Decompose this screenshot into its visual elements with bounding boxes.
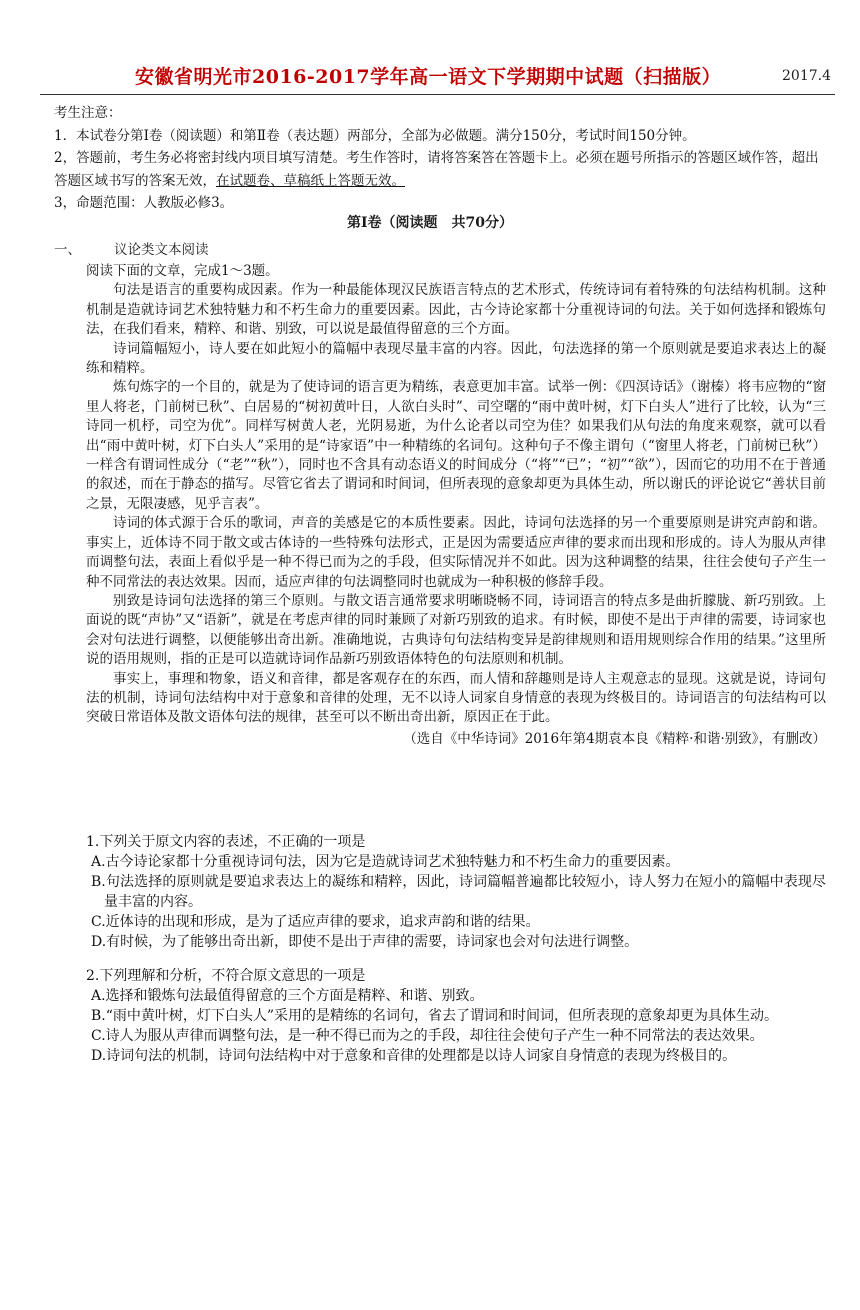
question-stem: 2.下列理解和分析，不符合原文意思的一项是 xyxy=(86,968,366,984)
notice-item-text: 2，答题前，考生务必将密封线内项目填写清楚。考生作答时，请将答案答在答题卡上。必须在题号所指示的答题区域作答，超出答题区域书写的答案无效， xyxy=(54,150,819,189)
article-paragraph: 炼句炼字的一个目的，就是为了使诗词的语言更为精练，表意更加丰富。试举一例：《四溟诗话》（谢榛）将韦应物的“窗里人将老，门前树已秋”、白居易的“树初黄叶日，人欲白头时”、司空曙的“雨中黄叶树，灯下白头人”进行了比较，认为“三诗同一机杼，司空为优”。同样写树黄人老，光阴易逝，为什么论者以司空为佳？如果我们从句法的角度来观察，就可以看出“雨中黄叶树，灯下白头人”采用的是“诗家语”中一种精练的名词句。这种句子不像主谓句（“窗里人将老，门前树已秋”）一样含有谓词性成分（“老”“秋”），同时也不含具有动态语义的时间成分（“将”“已”；“初”“欲”），因而它的功用不在于普通的叙述，而在于静态的描写。尽管它省去了谓词和时间词，但所表现的意象却更为具体生动，所以谢氏的评论说它“善状目前之景，无限凄感，见乎言表”。 xyxy=(86,379,826,512)
exam-notice xyxy=(54,102,824,215)
article-source: （选自《中华诗词》2016年第4期袁本良《精粹·和谐·别致》，有删改） xyxy=(403,730,826,747)
article-paragraph: 诗词的体式源于合乐的歌词，声音的美感是它的本质性要素。因此，诗词句法选择的另一个重要原则是讲究声韵和谐。事实上，近体诗不同于散文或古体诗的一些特殊句法形式，正是因为需要适应声律的要求而出现和形成的。诗人为服从声律而调整句法，表面上看似乎是一种不得已而为之的手段，但实际情况并不如此。因为这种调整的结果，往往会使句子产生一种不同常法的表达效果。因而，适应声律的句法调整同时也就成为一种积极的修辞手段。 xyxy=(86,515,826,590)
notice-heading: 考生注意： xyxy=(54,105,122,121)
part-label: 议论类文本阅读 xyxy=(114,242,209,258)
document-title: 安徽省明光市2016-2017学年高一语文下学期期中试题（扫描版） xyxy=(135,66,722,88)
question-2 xyxy=(86,966,826,1066)
option-b: B.句法选择的原则就是要追求表达上的凝练和精粹，因此，诗词篇幅普遍都比较短小，诗人努力在短小的篇幅中表现尽量丰富的内容。 xyxy=(91,874,826,910)
reading-article xyxy=(86,262,826,749)
question-list xyxy=(86,832,826,1080)
article-paragraph: 事实上，事理和物象，语义和音律，都是客观存在的东西，而人情和辞趣则是诗人主观意志的显现。这就是说，诗词句法的机制，诗词句法结构中对于意象和音律的处理，无不以诗人词家自身情意的表现为终极目的。诗词语言的句法结构可以突破日常语体及散文语体句法的规律，甚至可以不断出奇出新，原因正在于此。 xyxy=(86,670,826,726)
article-paragraph: 诗词篇幅短小，诗人要在如此短小的篇幅中表现尽量丰富的内容。因此，句法选择的第一个原则就是要追求表达上的凝练和精粹。 xyxy=(86,340,826,377)
question-stem: 1.下列关于原文内容的表述，不正确的一项是 xyxy=(86,834,366,850)
option-d: D.有时候，为了能够出奇出新，即使不是出于声律的需要，诗词家也会对句法进行调整。 xyxy=(91,934,639,950)
page-header xyxy=(40,60,835,95)
notice-item: 1．本试卷分第Ⅰ卷（阅读题）和第Ⅱ卷（表达题）两部分，全部为必做题。满分150分，考试时间150分钟。 xyxy=(54,127,696,144)
part-heading xyxy=(54,238,209,258)
article-paragraph: 别致是诗词句法选择的第三个原则。与散文语言通常要求明晰晓畅不同，诗词语言的特点多是曲折朦胧、新巧别致。上面说的既“声协”又“语新”，就是在考虑声律的同时兼顾了对新巧别致的追求。有时候，即使不是出于声律的需要，诗词家也会对句法进行调整，以便能够出奇出新。准确地说，古典诗句句法结构变异是韵律规则和语用规则综合作用的结果。”这里所说的语用规则，指的正是可以造就诗词作品新巧别致语体特色的句法原则和机制。 xyxy=(86,592,826,668)
question-1 xyxy=(86,832,826,952)
option-d: D.诗词句法的机制，诗词句法结构中对于意象和音律的处理都是以诗人词家自身情意的表现为终极目的。 xyxy=(91,1048,737,1064)
notice-item-underlined: 在试题卷、草稿纸上答题无效。 xyxy=(216,172,405,189)
option-b: B.“雨中黄叶树，灯下白头人”采用的是精练的名词句，省去了谓词和时间词，但所表现的意象却更为具体生动。 xyxy=(91,1008,779,1024)
option-c: C.诗人为服从声律而调整句法，是一种不得已而为之的手段，却往往会使句子产生一种不同常法的表达效果。 xyxy=(91,1028,764,1044)
notice-item xyxy=(54,147,824,192)
article-intro: 阅读下面的文章，完成1～3题。 xyxy=(86,263,279,279)
document-date: 2017.4 xyxy=(782,68,831,84)
option-c: C.近体诗的出现和形成，是为了适应声律的要求，追求声韵和谐的结果。 xyxy=(91,914,540,930)
part-number: 一、 xyxy=(54,242,81,258)
option-a: A.选择和锻炼句法最值得留意的三个方面是精粹、和谐、别致。 xyxy=(91,988,484,1004)
article-paragraph: 句法是语言的重要构成因素。作为一种最能体现汉民族语言特点的艺术形式，传统诗词有着特殊的句法结构机制。这种机制是造就诗词艺术独特魅力和不朽生命力的重要因素。因此，古今诗论家都十分重视诗词的句法。关于如何选择和锻炼句法，在我们看来，精粹、和谐、别致，可以说是最值得留意的三个方面。 xyxy=(86,282,826,338)
notice-item: 3，命题范围：人教版必修3。 xyxy=(54,195,234,211)
option-a: A.古今诗论家都十分重视诗词句法，因为它是造就诗词艺术独特魅力和不朽生命力的重要因素。 xyxy=(91,854,680,870)
section-title: 第Ⅰ卷（阅读题 共70分） xyxy=(346,215,514,231)
